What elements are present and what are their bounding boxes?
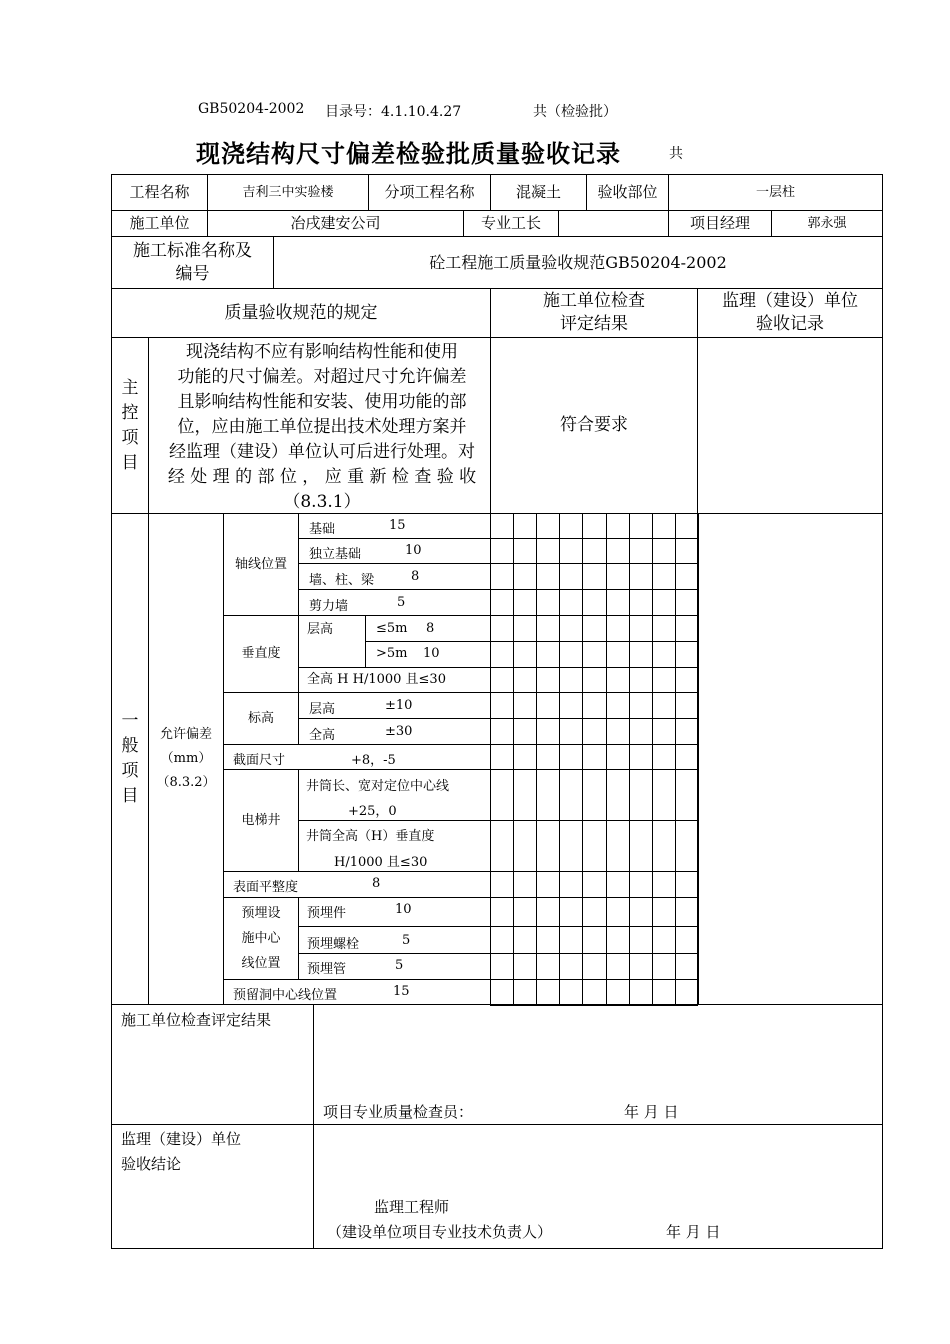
embed-value: 10 bbox=[395, 902, 412, 917]
axis-name: 独立基础 bbox=[309, 547, 362, 562]
standard-value: 砼工程施工质量验收规范GB50204-2002 bbox=[273, 236, 883, 289]
grid-col-line bbox=[652, 513, 653, 1005]
page-title: 现浇结构尺寸偏差检验批质量验收记录 bbox=[196, 139, 621, 168]
general-char: 目 bbox=[121, 786, 139, 806]
general-supervise bbox=[697, 513, 883, 1005]
accept-part: 一层柱 bbox=[668, 174, 883, 211]
elev-full-value: ±30 bbox=[385, 724, 413, 739]
hole-value: 15 bbox=[393, 984, 410, 999]
elevator-label: 电梯井 bbox=[223, 769, 299, 872]
grid-row-line bbox=[490, 979, 698, 980]
inspector-label: 项目专业质量检查员： bbox=[323, 1103, 474, 1121]
standard-code: GB50204-2002 bbox=[198, 101, 305, 117]
manager-label: 项目经理 bbox=[668, 210, 772, 237]
check-header bbox=[490, 288, 698, 338]
grid-col-line bbox=[513, 513, 514, 1005]
grid-col-line bbox=[559, 513, 560, 1005]
elevator-2b: H/1000 且≤30 bbox=[334, 855, 428, 870]
vert-gt5-label: >5m bbox=[376, 646, 408, 661]
elevator-2a: 井筒全高（H）垂直度 bbox=[306, 829, 435, 844]
spec-line: 且影响结构性能和安装、使用功能的部 bbox=[177, 392, 467, 412]
check-header-line1: 施工单位检查 bbox=[543, 291, 645, 311]
foreman-label: 专业工长 bbox=[463, 210, 559, 237]
axis-label: 轴线位置 bbox=[223, 513, 299, 616]
tolerance-label bbox=[148, 513, 224, 1005]
embed-name: 预埋管 bbox=[307, 962, 347, 977]
sub-project-label: 分项工程名称 bbox=[368, 174, 491, 211]
axis-value: 15 bbox=[389, 518, 406, 533]
flatness-label: 表面平整度 bbox=[233, 880, 299, 895]
general-char: 一 bbox=[121, 711, 139, 731]
engineer-note: （建设单位项目专业技术负责人） bbox=[327, 1223, 553, 1241]
supervision-label-1: 监理（建设）单位 bbox=[121, 1130, 242, 1148]
project-name: 吉利三中实验楼 bbox=[207, 174, 369, 211]
elev-floor-value: ±10 bbox=[385, 698, 413, 713]
embed-value: 5 bbox=[395, 958, 404, 973]
grid-row-line bbox=[490, 589, 698, 590]
embed-line: 线位置 bbox=[241, 956, 281, 971]
general-char: 般 bbox=[121, 736, 139, 756]
vert-le5-value: 8 bbox=[426, 621, 435, 636]
spec-line: 经监理（建设）单位认可后进行处理。对 bbox=[169, 442, 475, 462]
embed-line: 预埋设 bbox=[241, 906, 281, 921]
grid-row-line bbox=[490, 744, 698, 745]
check-grid bbox=[490, 513, 698, 1005]
supervise-header-line2: 验收记录 bbox=[756, 314, 824, 334]
grid-row-line bbox=[490, 820, 698, 821]
grid-row-line bbox=[490, 718, 698, 719]
axis-value: 8 bbox=[411, 569, 420, 584]
embed-label bbox=[223, 897, 299, 980]
project-name-label: 工程名称 bbox=[111, 174, 208, 211]
tolerance-line: （8.3.2） bbox=[156, 775, 216, 790]
grid-col-line bbox=[675, 513, 676, 1005]
construction-result-label: 施工单位检查评定结果 bbox=[121, 1011, 272, 1029]
standard-label-line2: 编号 bbox=[175, 263, 210, 284]
grid-row-line bbox=[490, 538, 698, 539]
grid-row-line bbox=[490, 692, 698, 693]
spec-line: 现浇结构不应有影响结构性能和使用 bbox=[186, 342, 458, 362]
hole-label: 预留洞中心线位置 bbox=[233, 988, 338, 1003]
construction-unit-label: 施工单位 bbox=[111, 210, 208, 237]
axis-value: 5 bbox=[397, 595, 406, 610]
elevator-1b: +25，0 bbox=[348, 804, 397, 819]
supervision-label-2: 验收结论 bbox=[121, 1155, 182, 1173]
main-control-char: 项 bbox=[121, 427, 139, 448]
vert-le5-label: ≤5m bbox=[376, 621, 408, 636]
engineer-label: 监理工程师 bbox=[374, 1198, 450, 1216]
foreman-value bbox=[558, 210, 669, 237]
grid-row-line bbox=[490, 953, 698, 954]
grid-col-line bbox=[582, 513, 583, 1005]
main-control-text bbox=[157, 340, 487, 514]
inspect-date: 年 月 日 bbox=[624, 1103, 679, 1121]
standard-label-line1: 施工标准名称及 bbox=[133, 240, 252, 261]
supervision-date: 年 月 日 bbox=[666, 1223, 721, 1241]
sub-project: 混凝土 bbox=[490, 174, 587, 211]
grid-col-line bbox=[698, 513, 699, 1005]
section-value: +8，-5 bbox=[351, 753, 396, 768]
general-label bbox=[111, 513, 149, 1005]
axis-value: 10 bbox=[405, 543, 422, 558]
grid-row-line bbox=[490, 563, 698, 564]
grid-row-line bbox=[490, 871, 698, 872]
embed-line: 施中心 bbox=[241, 931, 281, 946]
vert-gt5-value: 10 bbox=[423, 646, 440, 661]
axis-name: 剪力墙 bbox=[309, 599, 349, 614]
grid-col-line bbox=[490, 513, 491, 1005]
spec-header: 质量验收规范的规定 bbox=[111, 288, 491, 338]
main-control-result: 符合要求 bbox=[490, 337, 698, 514]
section-label: 截面尺寸 bbox=[233, 753, 286, 768]
grid-row-line bbox=[490, 897, 698, 898]
grid-row-line bbox=[490, 513, 698, 514]
footer-divider-2 bbox=[313, 1124, 314, 1249]
main-control-spec bbox=[148, 337, 491, 514]
spec-line: 经 处 理 的 部 位 ， 应 重 新 检 查 验 收 bbox=[167, 467, 477, 487]
grid-row-line bbox=[490, 926, 698, 927]
embed-name: 预埋螺栓 bbox=[307, 937, 360, 952]
flatness-value: 8 bbox=[372, 876, 381, 891]
grid-col-line bbox=[629, 513, 630, 1005]
grid-row-line bbox=[490, 769, 698, 770]
catalog-number: 目录号：4.1.10.4.27 bbox=[325, 104, 462, 120]
accept-part-label: 验收部位 bbox=[586, 174, 669, 211]
grid-col-line bbox=[536, 513, 537, 1005]
main-control-char: 目 bbox=[121, 452, 139, 473]
standard-label bbox=[111, 236, 274, 289]
footer-divider bbox=[313, 1004, 314, 1125]
elevation-label: 标高 bbox=[223, 692, 299, 745]
title-suffix: 共 bbox=[669, 146, 683, 162]
construction-unit: 冶戌建安公司 bbox=[207, 210, 464, 237]
check-header-line2: 评定结果 bbox=[560, 314, 628, 334]
main-control-supervise bbox=[697, 337, 883, 514]
main-control-char: 主 bbox=[121, 377, 139, 398]
grid-row-line bbox=[490, 641, 698, 642]
supervise-header-line1: 监理（建设）单位 bbox=[722, 291, 858, 311]
vert-floor-height: 层高 bbox=[298, 615, 366, 668]
spec-line: 位，应由施工单位提出技术处理方案并 bbox=[177, 417, 467, 437]
grid-col-line bbox=[606, 513, 607, 1005]
elev-floor-label: 层高 bbox=[309, 702, 336, 717]
tolerance-line: 允许偏差 bbox=[159, 727, 212, 742]
batch-label: 共（检验批） bbox=[533, 104, 617, 120]
grid-row-line bbox=[490, 615, 698, 616]
tolerance-line: （mm） bbox=[160, 751, 212, 766]
main-control-char: 控 bbox=[121, 402, 139, 423]
embed-name: 预埋件 bbox=[307, 906, 347, 921]
spec-line: （8.3.1） bbox=[283, 492, 361, 512]
main-control-label bbox=[111, 337, 149, 514]
axis-name: 墙、柱、梁 bbox=[309, 573, 375, 588]
axis-name: 基础 bbox=[309, 522, 336, 537]
vertical-label: 垂直度 bbox=[223, 615, 299, 693]
elevator-1a: 井筒长、宽对定位中心线 bbox=[306, 779, 450, 794]
embed-value: 5 bbox=[402, 933, 411, 948]
elev-full-label: 全高 bbox=[309, 728, 336, 743]
spec-line: 功能的尺寸偏差。对超过尺寸允许偏差 bbox=[177, 367, 467, 387]
manager-value: 郭永强 bbox=[771, 210, 883, 237]
supervise-header bbox=[697, 288, 883, 338]
vert-full: 全高 H H/1000 且≤30 bbox=[298, 667, 491, 693]
grid-row-line bbox=[490, 667, 698, 668]
general-char: 项 bbox=[121, 761, 139, 781]
